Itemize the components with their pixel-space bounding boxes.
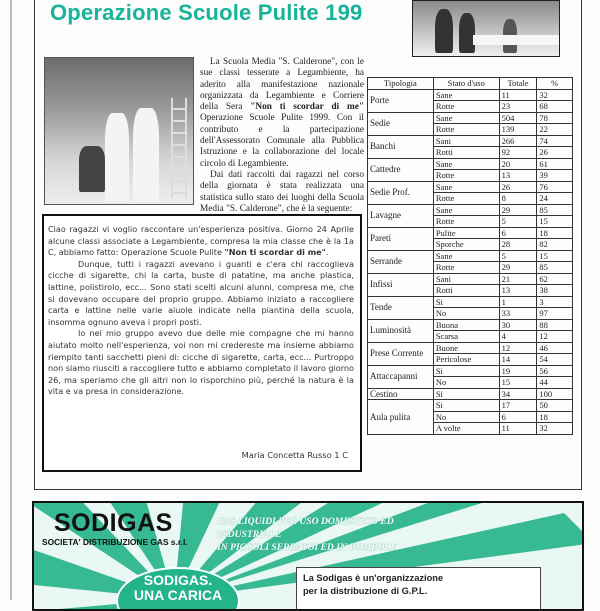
info-line-2: per la distribuzione di G.P.L.	[303, 586, 428, 596]
percent-cell: 3	[537, 296, 573, 308]
percent-cell: 88	[537, 319, 573, 331]
total-cell: 5	[499, 216, 537, 228]
percent-cell: 56	[537, 365, 573, 377]
percent-cell: 15	[537, 250, 573, 262]
state-cell: Si	[433, 296, 499, 308]
story-text-a: Ciao ragazzi vi voglio raccontare un'esperienza positiva. Giorno 24 Aprile alcune classi associate a Legambiente, compresa la mia classe che è la 1a C, abbiamo fatto: Operazione Scuole Pulite	[48, 224, 354, 258]
category-cell: Tende	[368, 296, 434, 319]
state-cell: Sani	[433, 135, 499, 147]
state-cell: Rotti	[433, 147, 499, 159]
percent-cell: 32	[537, 423, 573, 435]
state-cell: Rotte	[433, 101, 499, 113]
category-cell: Infissi	[368, 273, 434, 296]
percent-cell: 82	[537, 239, 573, 251]
table-row	[368, 250, 573, 262]
total-cell: 139	[499, 124, 537, 136]
total-cell: 30	[499, 319, 537, 331]
category-cell: Luminosità	[368, 319, 434, 342]
percent-cell: 97	[537, 308, 573, 320]
percent-cell: 44	[537, 377, 573, 389]
table-header-row	[368, 78, 573, 90]
sodigas-logo: SODIGAS	[54, 509, 173, 537]
state-cell: Sane	[433, 112, 499, 124]
state-cell: Rotte	[433, 193, 499, 205]
total-cell: 34	[499, 388, 537, 400]
category-cell: Lavagne	[368, 204, 434, 227]
table-row	[368, 273, 573, 285]
total-cell: 1	[499, 296, 537, 308]
state-cell: Rotte	[433, 216, 499, 228]
category-cell: Sedie	[368, 112, 434, 135]
table-row	[368, 158, 573, 170]
tagline-line-1: GAS LIQUIDI PER USO DOMESTICO ED INDUSTRIALE	[217, 516, 394, 540]
total-cell: 12	[499, 342, 537, 354]
percent-cell: 74	[537, 135, 573, 147]
state-cell: Sporche	[433, 239, 499, 251]
state-cell: No	[433, 377, 499, 389]
category-cell: Attaccapanni	[368, 365, 434, 388]
state-cell: Sane	[433, 158, 499, 170]
total-cell: 14	[499, 354, 537, 366]
percent-cell: 24	[537, 193, 573, 205]
table-row	[368, 135, 573, 147]
total-cell: 19	[499, 365, 537, 377]
state-cell: Buona	[433, 319, 499, 331]
story-text-c: .	[325, 247, 329, 258]
total-cell: 8	[499, 193, 537, 205]
state-cell: Si	[433, 388, 499, 400]
header-percent: %	[537, 78, 573, 90]
total-cell: 26	[499, 181, 537, 193]
percent-cell: 61	[537, 158, 573, 170]
total-cell: 13	[499, 170, 537, 182]
category-cell: Banchi	[368, 135, 434, 158]
table-row	[368, 296, 573, 308]
table-row	[368, 112, 573, 124]
classroom-photo	[412, 0, 560, 57]
company-info-box	[296, 567, 541, 611]
percent-cell: 46	[537, 342, 573, 354]
percent-cell: 18	[537, 411, 573, 423]
story-signature: Maria Concetta Russo 1 C	[241, 450, 348, 460]
total-cell: 13	[499, 285, 537, 297]
percent-cell: 78	[537, 112, 573, 124]
slogan-line-1: SODIGAS.	[143, 572, 213, 588]
intro-text-a: La Scuola Media "S. Calderone", con le sue classi tesserate a Legambiente, ha aderito alla manifestazione nazionale organizzata da Legambiente e Corriere della Sera	[200, 57, 364, 113]
table-row	[368, 181, 573, 193]
percent-cell: 68	[537, 101, 573, 113]
percent-cell: 39	[537, 170, 573, 182]
ad-tagline	[217, 515, 432, 554]
total-cell: 11	[499, 423, 537, 435]
total-cell: 29	[499, 262, 537, 274]
category-cell: Cattedre	[368, 158, 434, 181]
total-cell: 6	[499, 227, 537, 239]
story-paragraph-3: Io nel mio gruppo avevo due delle mie compagne che mi hanno aiutato molto nell'esperienza, voi non mi credereste ma insieme abbiamo riempito tanti sacchetti pieni di: cicche di sigarette, carta, ecc... Purtroppo non siamo riusciti a raccogliere tutto e abbiamo completato il lavoro giorno 26, ma speriamo che gli altri non lo risporchino più, perché la natura è la vita e va presa in considerazione.	[48, 328, 354, 397]
header-totale: Totale	[499, 78, 537, 90]
table-row	[368, 400, 573, 412]
table-row	[368, 89, 573, 101]
state-cell: Buone	[433, 342, 499, 354]
category-cell: Aula pulita	[368, 400, 434, 435]
slogan-oval	[116, 567, 240, 611]
state-cell: Sane	[433, 181, 499, 193]
state-cell: Si	[433, 365, 499, 377]
header-stato: Stato d'uso	[433, 78, 499, 90]
table-row	[368, 365, 573, 377]
percent-cell: 85	[537, 262, 573, 274]
total-cell: 6	[499, 411, 537, 423]
total-cell: 11	[499, 89, 537, 101]
intro-text	[200, 57, 364, 215]
statistics-table	[367, 77, 573, 435]
story-paragraph-2: Dunque, tutti i ragazzi avevano i guanti e c'era chi raccoglieva cicche di sigarette, chi la carta, buste di patatine, ma anche plastica, lattine, polistirolo, ecc... Sono stati scelti alcuni alunni, compresa me, che si dovevano occupare del proprio gruppo. Abbiamo iniziato a raccogliere carta e lattine nelle varie aiuole indicate nella piantina della scuola, insomma ognuno aveva i propri posti.	[48, 258, 354, 327]
state-cell: Sane	[433, 250, 499, 262]
percent-cell: 85	[537, 204, 573, 216]
page-edge-mark	[10, 0, 12, 600]
category-cell: Sedie Prof.	[368, 181, 434, 204]
students-cleaning-photo	[44, 57, 194, 205]
table-row	[368, 319, 573, 331]
category-cell: Serrande	[368, 250, 434, 273]
state-cell: Scarsa	[433, 331, 499, 343]
article-title: Operazione Scuole Pulite 199	[50, 0, 363, 25]
total-cell: 17	[499, 400, 537, 412]
header-tipologia: Tipologia	[368, 78, 434, 90]
total-cell: 15	[499, 377, 537, 389]
state-cell: No	[433, 308, 499, 320]
total-cell: 266	[499, 135, 537, 147]
campaign-name: "Non ti scordar di me"	[250, 102, 364, 113]
total-cell: 5	[499, 250, 537, 262]
student-story-box	[42, 214, 362, 472]
percent-cell: 26	[537, 147, 573, 159]
state-cell: Pericolose	[433, 354, 499, 366]
table-row	[368, 342, 573, 354]
state-cell: No	[433, 411, 499, 423]
state-cell: Sani	[433, 273, 499, 285]
state-cell: Si	[433, 400, 499, 412]
intro-text-c: Operazione Scuole Pulite 1999. Con il contributo e la partecipazione dell'Assessorato Comunale alla Pubblica Istruzione e la collaborazione del locale circolo di Legambiente.	[200, 113, 364, 169]
state-cell: Rotti	[433, 285, 499, 297]
table-row	[368, 388, 573, 400]
tagline-line-2: IN PICCOLI SERBATOI ED IN BOMBOLE	[217, 542, 397, 553]
total-cell: 20	[499, 158, 537, 170]
state-cell: Rotte	[433, 124, 499, 136]
total-cell: 92	[499, 147, 537, 159]
state-cell: Pulite	[433, 227, 499, 239]
percent-cell: 76	[537, 181, 573, 193]
state-cell: Rotte	[433, 170, 499, 182]
percent-cell: 54	[537, 354, 573, 366]
percent-cell: 15	[537, 216, 573, 228]
story-campaign-name: "Non ti scordar di me"	[224, 247, 326, 258]
total-cell: 504	[499, 112, 537, 124]
table-row	[368, 204, 573, 216]
category-cell: Pareti	[368, 227, 434, 250]
state-cell: Sane	[433, 204, 499, 216]
percent-cell: 22	[537, 124, 573, 136]
sodigas-advertisement	[32, 501, 584, 611]
company-full-name: SOCIETA' DISTRIBUZIONE GAS s.r.l.	[42, 537, 188, 547]
percent-cell: 32	[537, 89, 573, 101]
table-row	[368, 227, 573, 239]
slogan-line-2: UNA CARICA	[133, 587, 223, 603]
percent-cell: 18	[537, 227, 573, 239]
total-cell: 23	[499, 101, 537, 113]
percent-cell: 100	[537, 388, 573, 400]
percent-cell: 38	[537, 285, 573, 297]
percent-cell: 12	[537, 331, 573, 343]
total-cell: 4	[499, 331, 537, 343]
percent-cell: 62	[537, 273, 573, 285]
category-cell: Porte	[368, 89, 434, 112]
category-cell: Prese Corrente	[368, 342, 434, 365]
category-cell: Cestino	[368, 388, 434, 400]
total-cell: 28	[499, 239, 537, 251]
percent-cell: 50	[537, 400, 573, 412]
total-cell: 29	[499, 204, 537, 216]
total-cell: 21	[499, 273, 537, 285]
info-line-1: La Sodigas è un'organizzazione	[303, 573, 444, 583]
state-cell: Rotte	[433, 262, 499, 274]
state-cell: Sane	[433, 89, 499, 101]
total-cell: 33	[499, 308, 537, 320]
intro-paragraph-2: Dai dati raccolti dai ragazzi nel corso della giornata è stata realizzata una statistica sullo stato dei luoghi della Scuola Media "S. Calderone", che è la seguente:	[200, 169, 364, 214]
state-cell: A volte	[433, 423, 499, 435]
